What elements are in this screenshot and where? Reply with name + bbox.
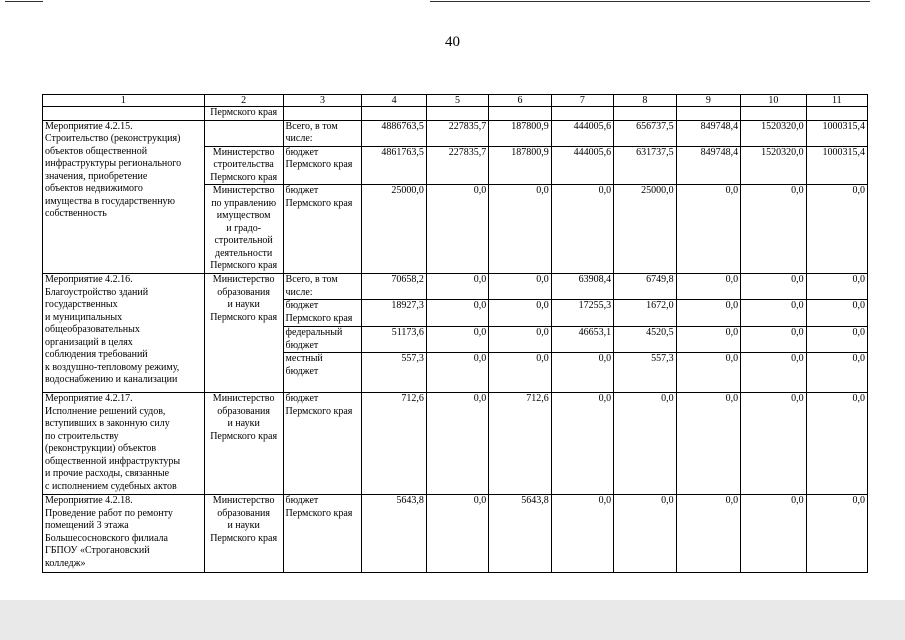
value-cell: 557,3 [614, 353, 676, 393]
column-number: 6 [489, 95, 551, 107]
executor: Министерство образования и науки Пермского края [204, 393, 283, 495]
value-cell: 0,0 [741, 495, 807, 573]
value-cell: 0,0 [551, 393, 613, 495]
value-cell: 0,0 [426, 300, 488, 327]
continued-executor: Пермского края [204, 107, 283, 121]
value-cell: 0,0 [676, 353, 740, 393]
value-cell: 712,6 [362, 393, 426, 495]
value-cell: 712,6 [489, 393, 551, 495]
value-cell: 70658,2 [362, 274, 426, 300]
value-cell: 0,0 [426, 327, 488, 353]
table-row [43, 120, 868, 146]
value-cell: 557,3 [362, 353, 426, 393]
continuation-row [43, 107, 868, 121]
executor: Министерство образования и науки Пермского края [204, 274, 283, 393]
value-cell: 1672,0 [614, 300, 676, 327]
value-cell: 0,0 [489, 300, 551, 327]
value-cell: 0,0 [426, 495, 488, 573]
value-cell: 0,0 [741, 274, 807, 300]
funding-source: федеральный бюджет [283, 327, 362, 353]
value-cell: 0,0 [676, 327, 740, 353]
value-cell: 0,0 [806, 274, 867, 300]
value-cell: 0,0 [676, 185, 740, 274]
value-cell: 0,0 [676, 393, 740, 495]
value-cell: 51173,6 [362, 327, 426, 353]
page-bottom-shade [0, 600, 905, 640]
column-number: 11 [806, 95, 867, 107]
value-cell: 0,0 [741, 185, 807, 274]
table-row [43, 393, 868, 495]
measure-name: Мероприятие 4.2.16. Благоустройство зданий государственных и муниципальных общеобразовательных организаций в целях соблюдения требований к воздушно-тепловому режиму, водоснабжению и канализации [43, 274, 205, 393]
value-cell: 1520320,0 [741, 146, 807, 185]
value-cell: 25000,0 [362, 185, 426, 274]
value-cell: 1520320,0 [741, 120, 807, 146]
column-number-row [43, 95, 868, 107]
value-cell: 5643,8 [362, 495, 426, 573]
value-cell: 4520,5 [614, 327, 676, 353]
value-cell: 0,0 [806, 353, 867, 393]
value-cell: 444005,6 [551, 120, 613, 146]
value-cell: 0,0 [676, 495, 740, 573]
value-cell: 17255,3 [551, 300, 613, 327]
page-number: 40 [445, 34, 460, 50]
column-number: 7 [551, 95, 613, 107]
value-cell: 444005,6 [551, 146, 613, 185]
table-row [43, 495, 868, 573]
value-cell: 5643,8 [489, 495, 551, 573]
funding-source: Всего, в том числе: [283, 120, 362, 146]
value-cell: 18927,3 [362, 300, 426, 327]
value-cell: 0,0 [489, 274, 551, 300]
value-cell: 0,0 [676, 300, 740, 327]
value-cell: 0,0 [551, 353, 613, 393]
value-cell: 849748,4 [676, 120, 740, 146]
table-row [43, 274, 868, 300]
value-cell: 0,0 [806, 185, 867, 274]
funding-source: бюджет Пермского края [283, 495, 362, 573]
value-cell: 0,0 [741, 300, 807, 327]
value-cell: 227835,7 [426, 146, 488, 185]
value-cell: 1000315,4 [806, 146, 867, 185]
value-cell: 0,0 [426, 185, 488, 274]
value-cell: 0,0 [806, 495, 867, 573]
value-cell: 631737,5 [614, 146, 676, 185]
value-cell: 0,0 [551, 185, 613, 274]
value-cell: 0,0 [676, 274, 740, 300]
measure-name: Мероприятие 4.2.15. Строительство (реконструкция) объектов общественной инфраструктуры регионального значения, приобретение объектов недвижимого имущества в государственную собственность [43, 120, 205, 274]
column-number: 8 [614, 95, 676, 107]
executor: Министерство строительства Пермского края [204, 146, 283, 185]
value-cell: 4886763,5 [362, 120, 426, 146]
funding-source: бюджет Пермского края [283, 185, 362, 274]
column-number: 9 [676, 95, 740, 107]
executor: Министерство образования и науки Пермского края [204, 495, 283, 573]
measure-name: Мероприятие 4.2.17. Исполнение решений судов, вступивших в законную силу по строительству (реконструкции) объектов общественной инфраструктуры и прочие расходы, связанные с исполнением судебных актов [43, 393, 205, 495]
value-cell: 0,0 [614, 393, 676, 495]
funding-source: Всего, в том числе: [283, 274, 362, 300]
value-cell: 0,0 [614, 495, 676, 573]
value-cell: 63908,4 [551, 274, 613, 300]
column-number: 5 [426, 95, 488, 107]
value-cell: 25000,0 [614, 185, 676, 274]
value-cell: 227835,7 [426, 120, 488, 146]
value-cell: 4861763,5 [362, 146, 426, 185]
value-cell: 0,0 [806, 393, 867, 495]
budget-table [42, 94, 868, 573]
funding-source: бюджет Пермского края [283, 393, 362, 495]
value-cell: 0,0 [806, 300, 867, 327]
column-number: 2 [204, 95, 283, 107]
value-cell: 0,0 [741, 327, 807, 353]
value-cell: 187800,9 [489, 146, 551, 185]
value-cell: 0,0 [741, 353, 807, 393]
executor: Министерство по управлению имуществом и градо- строительной деятельности Пермского края [204, 185, 283, 274]
value-cell: 187800,9 [489, 120, 551, 146]
measure-name: Мероприятие 4.2.18. Проведение работ по ремонту помещений 3 этажа Большесосновского филиала ГБПОУ «Строгановский колледж» [43, 495, 205, 573]
value-cell: 6749,8 [614, 274, 676, 300]
value-cell: 0,0 [551, 495, 613, 573]
funding-source: бюджет Пермского края [283, 300, 362, 327]
value-cell: 46653,1 [551, 327, 613, 353]
value-cell: 0,0 [426, 353, 488, 393]
value-cell: 1000315,4 [806, 120, 867, 146]
value-cell: 0,0 [741, 393, 807, 495]
value-cell: 0,0 [426, 393, 488, 495]
top-edge-line-left [5, 1, 43, 2]
top-edge-line-right [430, 1, 870, 2]
value-cell: 0,0 [426, 274, 488, 300]
column-number: 10 [741, 95, 807, 107]
funding-source: местный бюджет [283, 353, 362, 393]
column-number: 1 [43, 95, 205, 107]
funding-source: бюджет Пермского края [283, 146, 362, 185]
value-cell: 849748,4 [676, 146, 740, 185]
value-cell: 0,0 [489, 353, 551, 393]
value-cell: 0,0 [489, 185, 551, 274]
executor [204, 120, 283, 146]
value-cell: 656737,5 [614, 120, 676, 146]
value-cell: 0,0 [489, 327, 551, 353]
column-number: 3 [283, 95, 362, 107]
value-cell: 0,0 [806, 327, 867, 353]
column-number: 4 [362, 95, 426, 107]
